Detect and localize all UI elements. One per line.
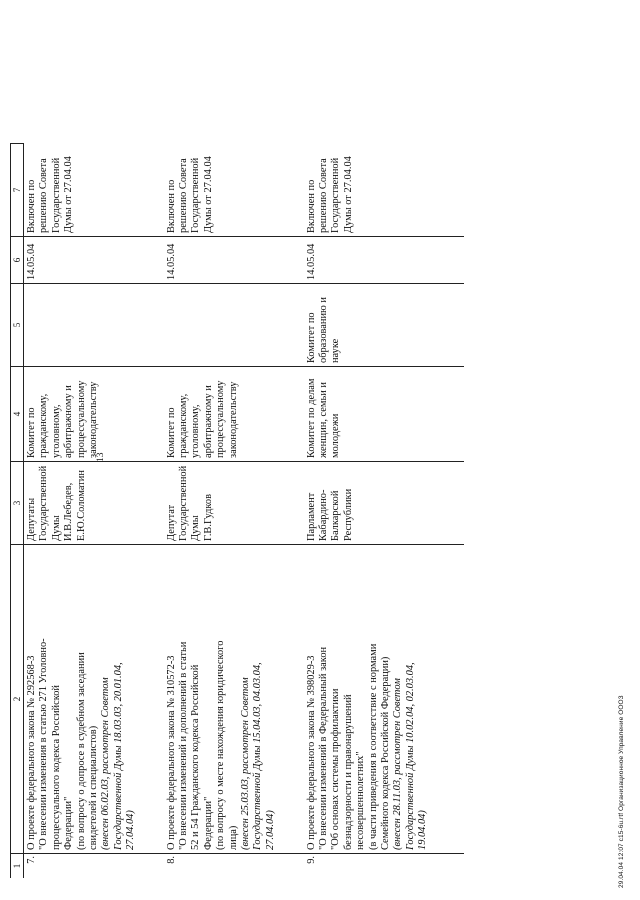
text-line: процессуальному — [75, 380, 87, 458]
text-line: безнадзорности и правонарушений — [342, 694, 354, 850]
text-line: Государственной — [190, 157, 202, 233]
text-line: Думы от 27.04.04 — [63, 156, 75, 233]
row-number: 9. — [305, 856, 317, 864]
text-line: "О внесении изменения в статью 271 Уголовно- — [38, 638, 50, 850]
bills-table — [10, 143, 464, 878]
header-col-7: 7 — [11, 144, 24, 237]
responsible-committee — [304, 367, 464, 462]
text-line: Г.В.Гудков — [202, 493, 214, 541]
text-line: решению Совета — [317, 158, 329, 233]
decision-note — [164, 144, 304, 237]
text-line: Государственной Думы 15.04.03, 04.03.04, — [252, 662, 264, 850]
responsible-committee — [164, 367, 304, 462]
text-line: Депутат — [165, 504, 177, 541]
text-line: Кабардино- — [317, 489, 329, 541]
text-line: образованию и — [317, 297, 329, 363]
header-col-5: 5 — [11, 284, 24, 367]
text-line: свидетелей и специалистов) — [88, 725, 100, 850]
text-line: Депутаты — [26, 497, 37, 541]
co-committee — [304, 284, 464, 367]
text-line: Включен по — [305, 179, 317, 233]
decision-note — [24, 144, 164, 237]
text-line: (по вопросу о месте нахождения юридического — [215, 640, 227, 850]
page-number: 13 — [96, 452, 106, 462]
text-line: процессуального кодекса Российской — [50, 685, 62, 850]
text-line: Включен по — [26, 179, 37, 233]
date: 14.05.04 — [164, 237, 304, 284]
text-line: Включен по — [165, 179, 177, 233]
text-line: (по вопросу о допросе в судебном заседании — [75, 652, 87, 850]
text-line: лица) — [227, 825, 239, 850]
text-line: И.В.Лебедев, — [63, 482, 75, 541]
date: 14.05.04 — [304, 237, 464, 284]
text-line: 19.04.04) — [417, 810, 429, 850]
decision-note — [304, 144, 464, 237]
text-line: "О внесении изменений в Федеральный закон — [317, 646, 329, 850]
bill-description — [304, 545, 464, 854]
header-col-2: 2 — [11, 545, 24, 854]
text-line: (внесен 28.11.03, рассмотрен Советом — [392, 678, 404, 850]
co-committee — [24, 284, 164, 367]
row-number: 7. — [26, 856, 37, 864]
text-line: Думы — [50, 515, 62, 541]
text-line: 52 и 54 Гражданского кодекса Российской — [190, 664, 202, 850]
table-row — [24, 144, 164, 879]
text-line: Государственной — [38, 465, 50, 541]
text-line: "О внесении изменений и дополнений в статьи — [177, 641, 189, 850]
responsible-committee — [24, 367, 164, 462]
bill-description — [164, 545, 304, 854]
text-line: О проекте федерального закона № 292568-3 — [26, 655, 37, 850]
text-line: Думы от 27.04.04 — [202, 156, 214, 233]
text-line: (внесен 25.03.03, рассмотрен Советом — [239, 677, 251, 850]
text-line: "Об основах системы профилактики — [330, 688, 342, 850]
date: 14.05.04 — [24, 237, 164, 284]
text-line: Федерации" — [202, 796, 214, 850]
text-line: Республики — [342, 488, 354, 541]
header-row — [11, 144, 24, 879]
text-line: Комитет по — [26, 407, 37, 458]
text-line: 27.04.04) — [264, 810, 276, 850]
text-line: О проекте федерального закона № 310572-3 — [165, 655, 177, 850]
text-line: Парламент — [305, 492, 317, 541]
text-line: арбитражному и — [63, 385, 75, 458]
text-line: Государственной Думы 18.03.03, 20.01.04, — [112, 662, 124, 850]
text-line: женщин, семьи и — [317, 382, 329, 458]
text-line: Государственной — [50, 157, 62, 233]
co-committee — [164, 284, 304, 367]
text-line: процессуальному — [215, 380, 227, 458]
bill-description — [24, 545, 164, 854]
text-line: Семейного кодекса Российской Федерации) — [379, 656, 391, 850]
header-col-6: 6 — [11, 237, 24, 284]
initiator — [304, 462, 464, 545]
text-line: молодежи — [330, 413, 342, 458]
text-line: Государственной — [330, 157, 342, 233]
row-number: 8. — [165, 856, 177, 864]
text-line: гражданскому, — [38, 393, 50, 458]
table-row — [304, 144, 464, 879]
text-line: науке — [330, 338, 342, 363]
initiator — [164, 462, 304, 545]
header-col-1: 1 — [11, 854, 24, 879]
text-line: законодательству — [88, 381, 100, 458]
text-line: арбитражному и — [202, 385, 214, 458]
text-line: несовершеннолетних" — [355, 751, 367, 850]
text-line: 27.04.04) — [125, 810, 137, 850]
text-line: Балкарской — [330, 490, 342, 541]
text-line: Комитет по делам — [305, 378, 317, 458]
text-line: (внесен 06.02.03, рассмотрен Советом — [100, 677, 112, 850]
text-line: Комитет по — [165, 407, 177, 458]
text-line: О проекте федерального закона № 398029-3 — [305, 655, 317, 850]
text-line: Думы от 27.04.04 — [342, 156, 354, 233]
text-line: решению Совета — [38, 158, 50, 233]
table-row — [164, 144, 304, 879]
text-line: законодательству — [227, 381, 239, 458]
text-line: уголовному, — [190, 404, 202, 458]
text-line: Государственной Думы 10.02.04, 02.03.04, — [404, 662, 416, 850]
text-line: Думы — [190, 515, 202, 541]
text-line: решению Совета — [177, 158, 189, 233]
initiator — [24, 462, 164, 545]
text-line: Федерации" — [63, 796, 75, 850]
text-line: Государственной — [177, 465, 189, 541]
header-col-4: 4 — [11, 367, 24, 462]
text-line: Комитет по — [305, 312, 317, 363]
header-col-3: 3 — [11, 462, 24, 545]
text-line: гражданскому, — [177, 393, 189, 458]
footer-note: 29.04.04 12:07 c15-6u.rtf Организационное Управление ОООЗ — [618, 695, 625, 888]
text-line: (в части приведения в соответствие с нормами — [367, 643, 379, 850]
text-line: уголовному, — [50, 404, 62, 458]
text-line: Е.Ю.Соломатин — [75, 470, 87, 541]
